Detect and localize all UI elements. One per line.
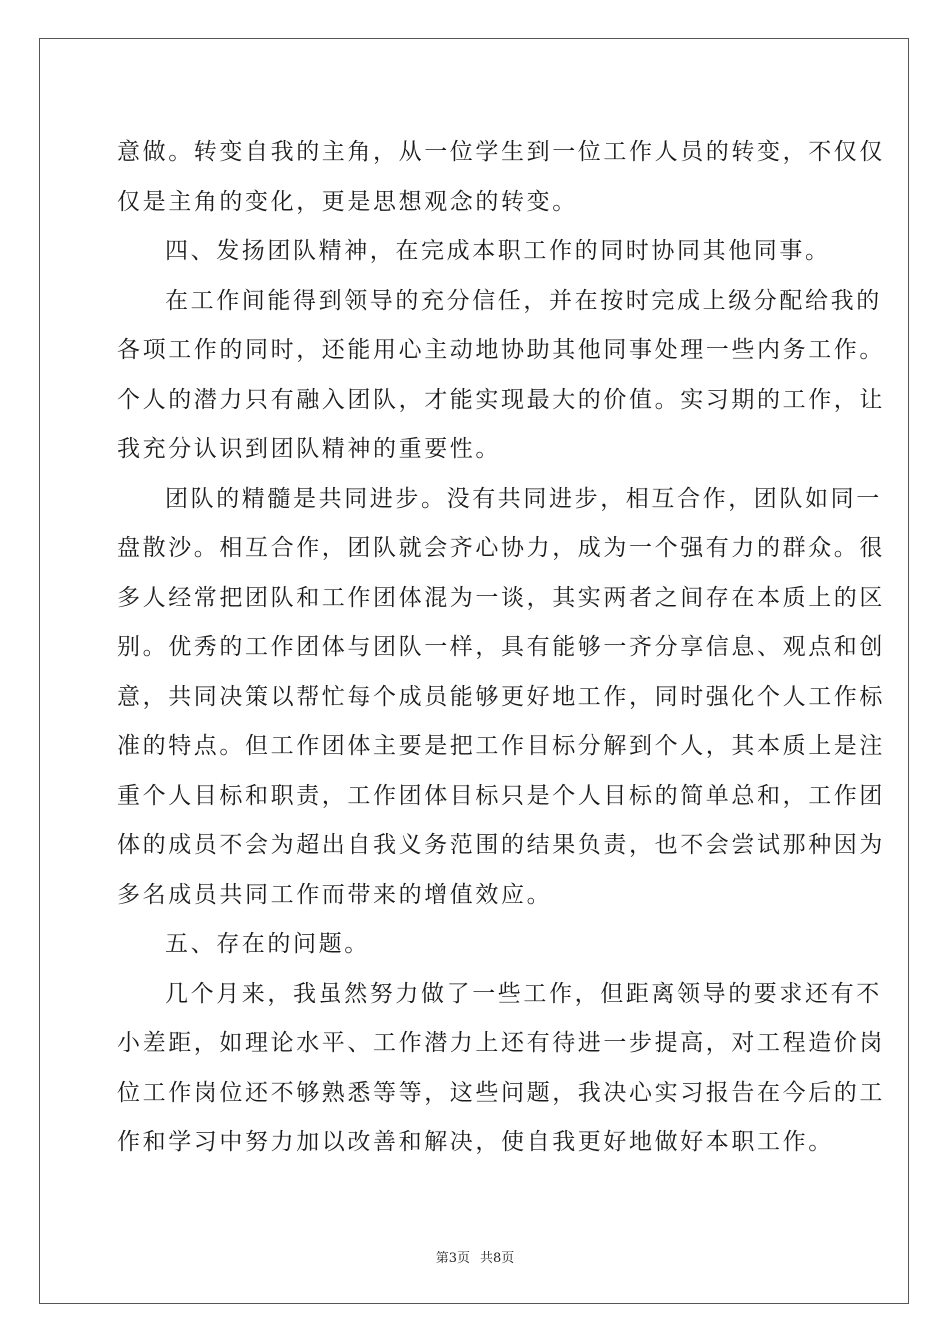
text-line: 多人经常把团队和工作团体混为一谈，其实两者之间存在本质上的区 [117,584,885,611]
text-line: 小差距，如理论水平、工作潜力上还有待进一步提高，对工程造价岗 [117,1030,885,1056]
paragraph [117,227,835,277]
text-line: 个人的潜力只有融入团队，才能实现最大的价值。实习期的工作，让 [117,386,885,413]
text-line: 几个月来，我虽然努力做了一些工作，但距离领导的要求还有不 [165,980,882,1007]
text-line: 多名成员共同工作而带来的增值效应。 [117,881,553,908]
paragraph [117,475,885,921]
text-line: 各项工作的同时，还能用心主动地协助其他同事处理一些内务工作。 [117,337,885,363]
text-line: 五、存在的问题。 [165,931,370,957]
text-line: 团队的精髓是共同进步。没有共同进步，相互合作，团队如同一 [165,485,882,512]
text-line: 在工作间能得到领导的充分信任，并在按时完成上级分配给我的 [165,287,882,314]
paragraph [117,920,835,970]
text-line: 别。优秀的工作团体与团队一样，具有能够一齐分享信息、观点和创 [117,634,885,660]
page-number: 第3页 [435,1251,470,1266]
text-line: 重个人目标和职责，工作团体目标只是个人目标的简单总和，工作团 [117,782,885,809]
text-line: 体的成员不会为超出自我义务范围的结果负责，也不会尝试那种因为 [117,832,885,858]
text-line: 位工作岗位还不够熟悉等等，这些问题，我决心实习报告在今后的工 [117,1079,885,1106]
document-body [117,128,885,1168]
paragraph [117,277,885,475]
page-total: 共8页 [480,1251,515,1266]
text-line: 准的特点。但工作团体主要是把工作目标分解到个人，其本质上是注 [117,733,885,759]
paragraph [117,970,885,1168]
paragraph [117,128,885,227]
text-line: 盘散沙。相互合作，团队就会齐心协力，成为一个强有力的群众。很 [117,535,885,561]
text-line: 我充分认识到团队精神的重要性。 [117,436,501,462]
text-line: 四、发扬团队精神，在完成本职工作的同时协同其他同事。 [165,238,831,264]
text-line: 意做。转变自我的主角，从一位学生到一位工作人员的转变，不仅仅 [117,139,885,165]
text-line: 作和学习中努力加以改善和解决，使自我更好地做好本职工作。 [117,1129,834,1155]
page-footer [0,1247,950,1266]
text-line: 意，共同决策以帮忙每个成员能够更好地工作，同时强化个人工作标 [117,683,885,710]
text-line: 仅是主角的变化，更是思想观念的转变。 [117,188,578,215]
